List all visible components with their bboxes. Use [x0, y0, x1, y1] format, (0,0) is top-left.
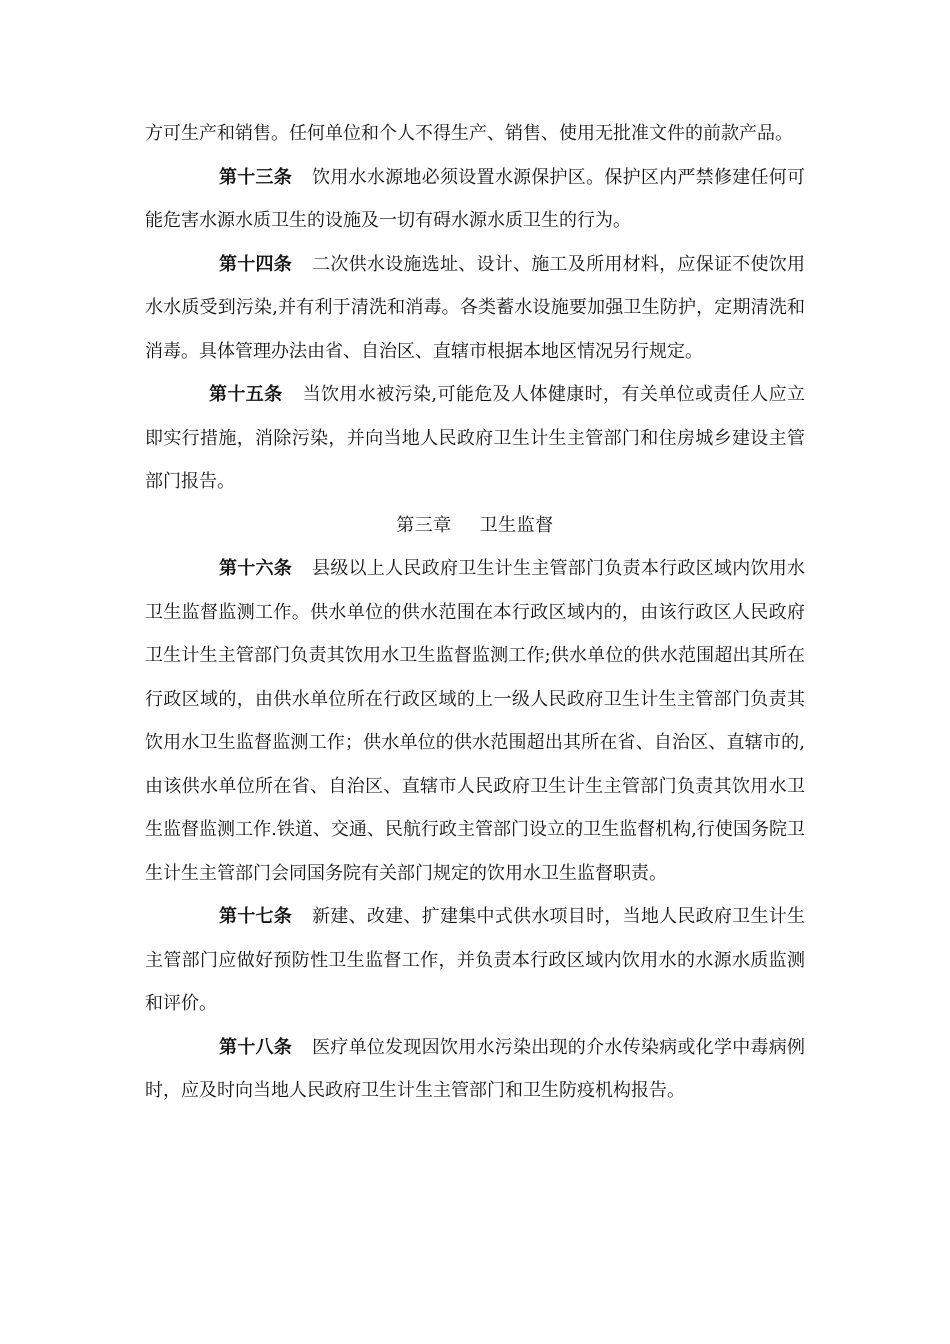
chapter-number: 第三章: [396, 514, 452, 536]
continuation-paragraph: 方可生产和销售。任何单位和个人不得生产、销售、使用无批准文件的前款产品。: [145, 123, 793, 144]
article-13-number: 第十三条: [219, 166, 293, 188]
article-15-text: 当饮用水被污染,可能危及人体健康时，有关单位或责任人应立即实行措施，消除污染，并向当地人民政府卫生计生主管部门和住房城乡建设主管部门报告。: [145, 384, 805, 492]
article-17-text: 新建、改建、扩建集中式供水项目时，当地人民政府卫生计生主管部门应做好预防性卫生监督工作，并负责本行政区域内饮用水的水源水质监测和评价。: [145, 906, 806, 1014]
article-15-number: 第十五条: [209, 384, 283, 405]
chapter-title: 卫生监督: [479, 514, 554, 536]
article-14-text: 二次供水设施选址、设计、施工及所用材料，应保证不使饮用水水质受到污染,并有利于清洗和消毒。各类蓄水设施要加强卫生防护，定期清洗和消毒。具体管理办法由省、自治区、直辖市根据本地区情况另行规定。: [145, 253, 806, 362]
article-13-text: 饮用水水源地必须设置水源保护区。保护区内严禁修建任何可能危害水源水质卫生的设施及一切有碍水源水质卫生的行为。: [145, 166, 806, 231]
article-14-number: 第十四条: [219, 253, 293, 275]
article-16-number: 第十六条: [219, 558, 293, 579]
article-18-number: 第十八条: [219, 1036, 293, 1058]
chapter-heading: [145, 504, 805, 548]
document-page: [145, 112, 805, 1113]
article-18: [145, 1026, 805, 1113]
article-16-text: 县级以上人民政府卫生计生主管部门负责本行政区域内饮用水卫生监督监测工作。供水单位的供水范围在本行政区域内的，由该行政区人民政府卫生计生主管部门负责其饮用水卫生监督监测工作;供水单位的供水范围超出其所在行政区域的，由供水单位所在行政区域的上一级人民政府卫生计生主管部门负责其饮用水卫生监督监测工作；供水单位的供水范围超出其所在省、自治区、直辖市的,由该供水单位所在省、自治区、直辖市人民政府卫生计生主管部门负责其饮用水卫生监督监测工作.铁道、交通、民航行政主管部门设立的卫生监督机构,行使国务院卫生计生主管部门会同国务院有关部门规定的饮用水卫生监督职责。: [145, 558, 806, 884]
article-15: [145, 373, 805, 504]
article-13: [145, 156, 805, 243]
article-16: [145, 547, 805, 895]
article-18-text: 医疗单位发现因饮用水污染出现的介水传染病或化学中毒病例时，应及时向当地人民政府卫生计生主管部门和卫生防疫机构报告。: [145, 1036, 806, 1101]
article-14: [145, 243, 805, 374]
article-17: [145, 895, 805, 1026]
article-17-number: 第十七条: [219, 906, 293, 927]
